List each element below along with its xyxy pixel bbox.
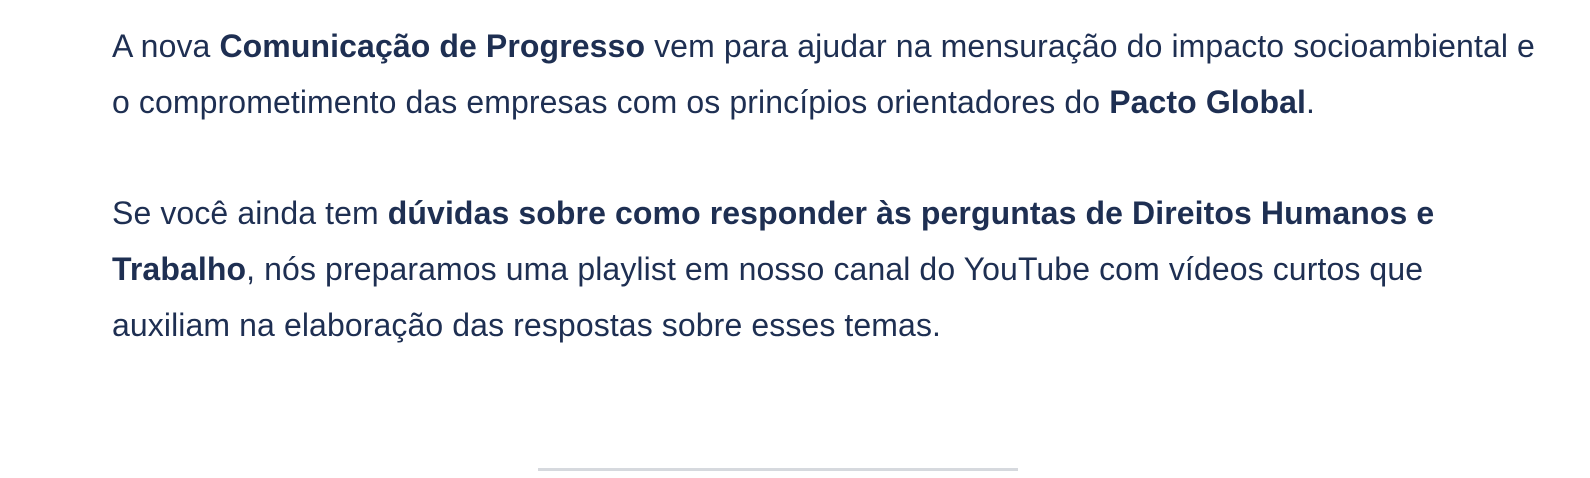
paragraph1-bold-comunicacao: Comunicação de Progresso: [219, 28, 646, 64]
paragraph2-text-1: Se você ainda tem: [112, 195, 388, 231]
paragraph-progress-communication: [112, 18, 1542, 130]
paragraph2-bold-duvidas: dúvidas sobre como responder às perguntas de Direitos Humanos e Trabalho: [112, 195, 1435, 287]
paragraph1-bold-pacto-global: Pacto Global: [1109, 84, 1306, 120]
paragraph1-text-2: vem para ajudar na mensuração do impacto socioambiental e o comprometimento das empresas com os princípios orientadores do: [112, 28, 1535, 120]
paragraph1-text-3: .: [1305, 84, 1315, 120]
section-divider: [538, 468, 1018, 471]
paragraph-youtube-playlist: [112, 185, 1542, 353]
paragraph2-text-2: , nós preparamos uma playlist em nosso canal do YouTube com vídeos curtos que auxiliam na elaboração das respostas sobre esses temas.: [112, 251, 1424, 343]
paragraph1-text-1: A nova: [112, 28, 220, 64]
content-block: [112, 18, 1542, 353]
